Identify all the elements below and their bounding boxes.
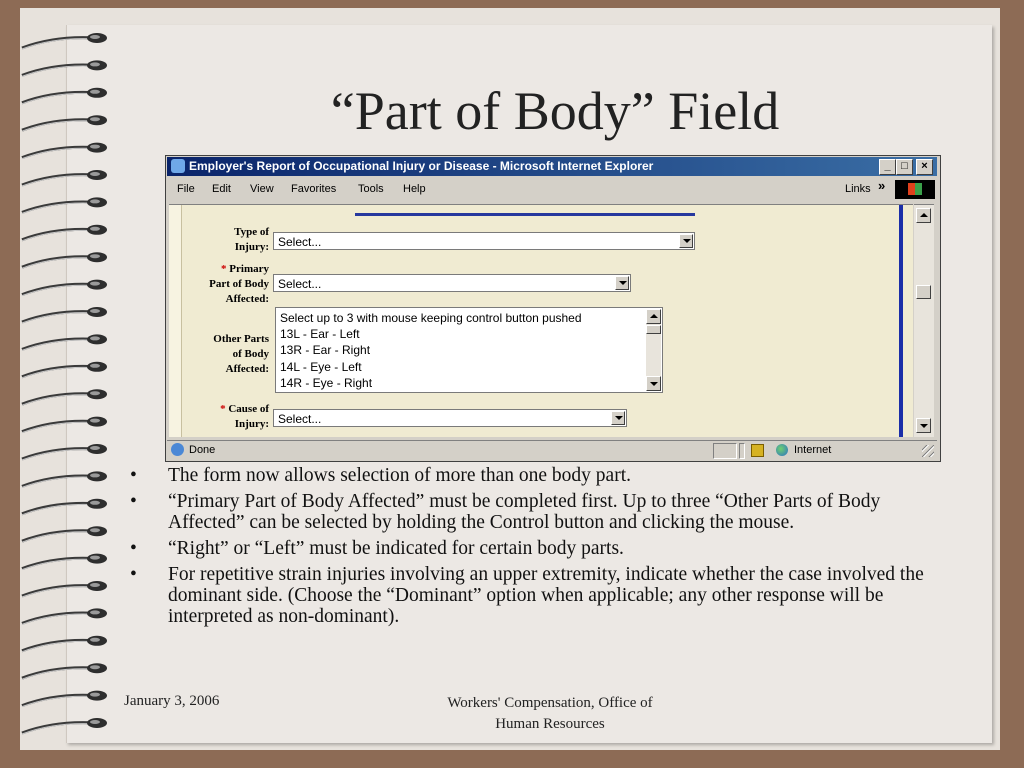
spiral-ring (22, 471, 107, 487)
browser-title: Employer's Report of Occupational Injury or Disease - Microsoft Internet Explorer (189, 159, 654, 173)
primary-part-select[interactable]: Select... (273, 274, 631, 292)
page-scrollbar[interactable] (914, 204, 934, 437)
spiral-binding (0, 0, 120, 768)
browser-window (165, 155, 941, 462)
ie-icon (171, 159, 185, 173)
bullet-item: • “Right” or “Left” must be indicated for certain body parts. (128, 538, 958, 559)
spiral-ring (22, 280, 107, 296)
scroll-down-icon[interactable] (916, 418, 931, 433)
status-text: Done (189, 444, 216, 456)
required-marker: * (220, 403, 226, 415)
spiral-ring (22, 33, 107, 49)
windows-logo-icon (895, 180, 935, 199)
spiral-ring (22, 608, 107, 624)
spiral-ring (22, 554, 107, 570)
primary-part-label: * Primary Part of Body Affected: (209, 263, 269, 305)
spiral-ring (22, 225, 107, 241)
browser-titlebar (167, 157, 937, 176)
links-button[interactable]: Links (845, 183, 871, 195)
spiral-ring (22, 417, 107, 433)
spiral-ring (22, 526, 107, 542)
chevron-down-icon[interactable] (679, 234, 693, 248)
spiral-ring (22, 88, 107, 104)
spiral-ring (22, 334, 107, 350)
spiral-ring (22, 636, 107, 652)
close-button[interactable]: × (916, 159, 933, 175)
spiral-ring (22, 362, 107, 378)
chevron-down-icon[interactable] (611, 411, 625, 425)
menu-file[interactable]: File (177, 183, 195, 195)
spiral-ring (22, 581, 107, 597)
scroll-up-icon[interactable] (646, 309, 661, 324)
footer-date: January 3, 2006 (124, 693, 220, 709)
chevron-down-icon[interactable] (615, 276, 629, 290)
links-chevron-icon[interactable]: » (878, 178, 886, 193)
scroll-up-icon[interactable] (916, 208, 931, 223)
right-margin-bar (899, 205, 903, 437)
status-pane (713, 443, 737, 459)
cause-of-injury-select[interactable]: Select... (273, 409, 627, 427)
spiral-ring (22, 389, 107, 405)
minimize-button[interactable]: _ (879, 159, 896, 175)
internet-zone-icon (776, 444, 788, 456)
spiral-ring (22, 444, 107, 460)
footer-organization: Workers' Compensation, Office of Human Resources (447, 695, 653, 732)
section-divider (355, 213, 695, 216)
menu-help[interactable]: Help (403, 183, 426, 195)
security-zone: Internet (794, 444, 832, 456)
page-content (169, 204, 913, 437)
status-bar (167, 440, 937, 459)
spiral-ring (22, 691, 107, 707)
cause-of-injury-label: * Cause of Injury: (220, 403, 269, 430)
other-parts-listbox[interactable] (275, 307, 663, 393)
bullet-item: • For repetitive strain injuries involving an upper extremity, indicate whether the case involved the dominant side. (Choose the “Dominant” option when applicable; any other response will be interpreted as non-dominant). (128, 564, 958, 627)
left-margin-bar (169, 205, 182, 437)
spiral-ring (22, 115, 107, 131)
type-of-injury-label: Type of Injury: (234, 226, 269, 253)
menu-edit[interactable]: Edit (212, 183, 231, 195)
lock-icon (751, 444, 764, 457)
scroll-thumb[interactable] (646, 325, 661, 334)
bullet-item: • “Primary Part of Body Affected” must be completed first. Up to three “Other Parts of Body Affected” can be selected by holding the Control button and clicking the mouse. (128, 491, 958, 533)
status-pane (739, 443, 745, 459)
list-option[interactable]: 13R - Ear - Right (280, 343, 371, 357)
menu-tools[interactable]: Tools (358, 183, 384, 195)
menu-view[interactable]: View (250, 183, 274, 195)
bullet-list (128, 465, 958, 632)
spiral-ring (22, 499, 107, 515)
list-option[interactable]: 14L - Eye - Left (280, 360, 362, 374)
resize-grip[interactable] (922, 445, 934, 457)
maximize-button[interactable]: □ (896, 159, 913, 175)
listbox-scrollbar[interactable] (646, 309, 661, 391)
menu-bar (167, 178, 937, 200)
scroll-down-icon[interactable] (646, 376, 661, 391)
required-marker: * (221, 263, 227, 275)
type-of-injury-select[interactable]: Select... (273, 232, 695, 250)
spiral-ring (22, 170, 107, 186)
spiral-ring (22, 307, 107, 323)
spiral-ring (22, 143, 107, 159)
spiral-ring (22, 663, 107, 679)
bullet-item: • The form now allows selection of more than one body part. (128, 465, 958, 486)
spiral-ring (22, 60, 107, 76)
list-option[interactable]: Select up to 3 with mouse keeping control button pushed (280, 311, 582, 325)
spiral-ring (22, 252, 107, 268)
spiral-ring (22, 718, 107, 734)
spiral-ring (22, 197, 107, 213)
list-option[interactable]: 13L - Ear - Left (280, 327, 360, 341)
scroll-thumb[interactable] (916, 285, 931, 299)
slide-title: “Part of Body” Field (330, 81, 780, 141)
list-option[interactable]: 14R - Eye - Right (280, 376, 373, 390)
menu-favorites[interactable]: Favorites (291, 183, 337, 195)
other-parts-label: Other Parts of Body Affected: (213, 333, 269, 375)
page-done-icon (171, 443, 184, 456)
